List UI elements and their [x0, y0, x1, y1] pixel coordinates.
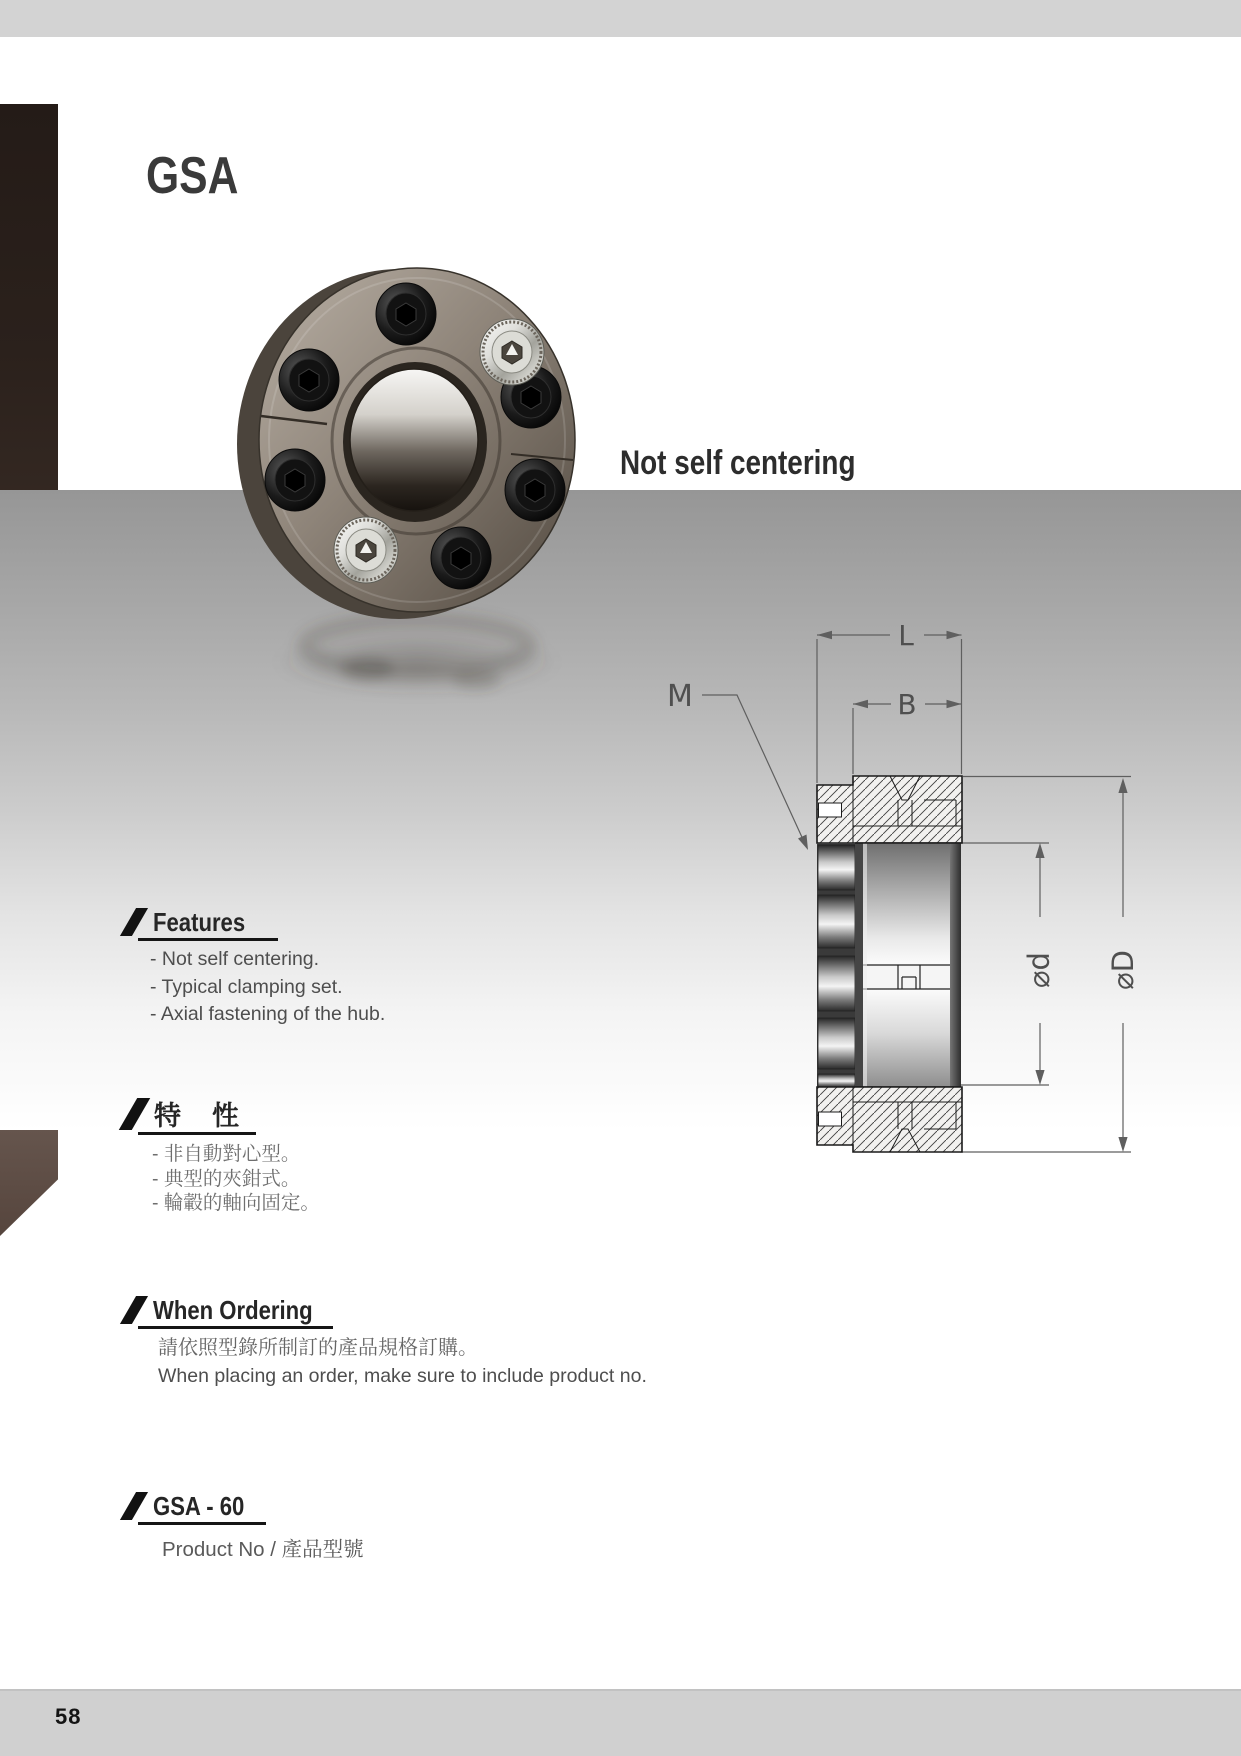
dim-label-L: L: [898, 619, 914, 652]
heading-underline: [138, 1326, 333, 1330]
heading-underline: [138, 938, 278, 942]
characteristic-item: - 非自動對心型。: [152, 1143, 301, 1165]
top-border-strip: [0, 0, 1241, 37]
dim-label-D: ⌀D: [1106, 950, 1140, 990]
heading-underline: [138, 1522, 266, 1526]
characteristic-item: - 輪轂的軸向固定。: [152, 1192, 320, 1214]
bolt-heads-section: [818, 845, 855, 1087]
cross-section-drawing: [640, 555, 1140, 1165]
product-no-heading-label: GSA - 60: [153, 1491, 245, 1521]
characteristics-list: [152, 1142, 320, 1216]
product-no-heading: [128, 1492, 260, 1520]
clamping-set-photo: [225, 248, 605, 718]
features-list: [150, 946, 385, 1029]
dim-label-M: M: [667, 679, 693, 714]
ordering-heading-label: When Ordering: [153, 1295, 313, 1325]
socket-bolt: [279, 349, 339, 411]
chrome-bolt: [334, 517, 398, 583]
product-caption: Product No / 產品型號: [162, 1538, 364, 1561]
ordering-heading: [128, 1296, 341, 1324]
features-heading: [128, 908, 261, 936]
feature-item: - Typical clamping set.: [150, 975, 343, 998]
characteristics-heading-label: 特 性: [154, 1101, 241, 1131]
characteristics-heading: [128, 1098, 241, 1130]
features-heading-label: Features: [153, 907, 246, 937]
socket-bolt: [376, 283, 436, 345]
page-title: GSA: [146, 147, 239, 205]
heading-underline: [138, 1132, 256, 1136]
product-subtitle: Not self centering: [620, 444, 856, 482]
characteristic-item: - 典型的夾鉗式。: [152, 1167, 301, 1190]
slash-icon: [120, 1296, 148, 1324]
feature-item: - Axial fastening of the hub.: [150, 1003, 386, 1025]
socket-bolt: [431, 527, 491, 589]
photo-reflection: [275, 620, 559, 696]
technical-drawing: [640, 555, 1140, 1165]
bottom-border-strip: [0, 1689, 1241, 1756]
product-photo-image: [225, 248, 605, 718]
slash-icon: [120, 1492, 148, 1520]
dim-label-B: B: [897, 688, 917, 721]
feature-item: - Not self centering.: [150, 948, 320, 970]
ordering-line-cjk: 請依照型錄所制訂的產品規格訂購。: [158, 1337, 478, 1359]
section-body: [817, 776, 962, 1152]
chrome-bolt: [480, 319, 544, 385]
ordering-text: [158, 1334, 647, 1390]
page-number: 58: [55, 1704, 82, 1729]
dim-label-d: ⌀d: [1022, 952, 1056, 988]
socket-bolt: [505, 459, 565, 521]
socket-bolt: [265, 449, 325, 511]
ordering-line-en: When placing an order, make sure to include product no.: [158, 1365, 647, 1387]
